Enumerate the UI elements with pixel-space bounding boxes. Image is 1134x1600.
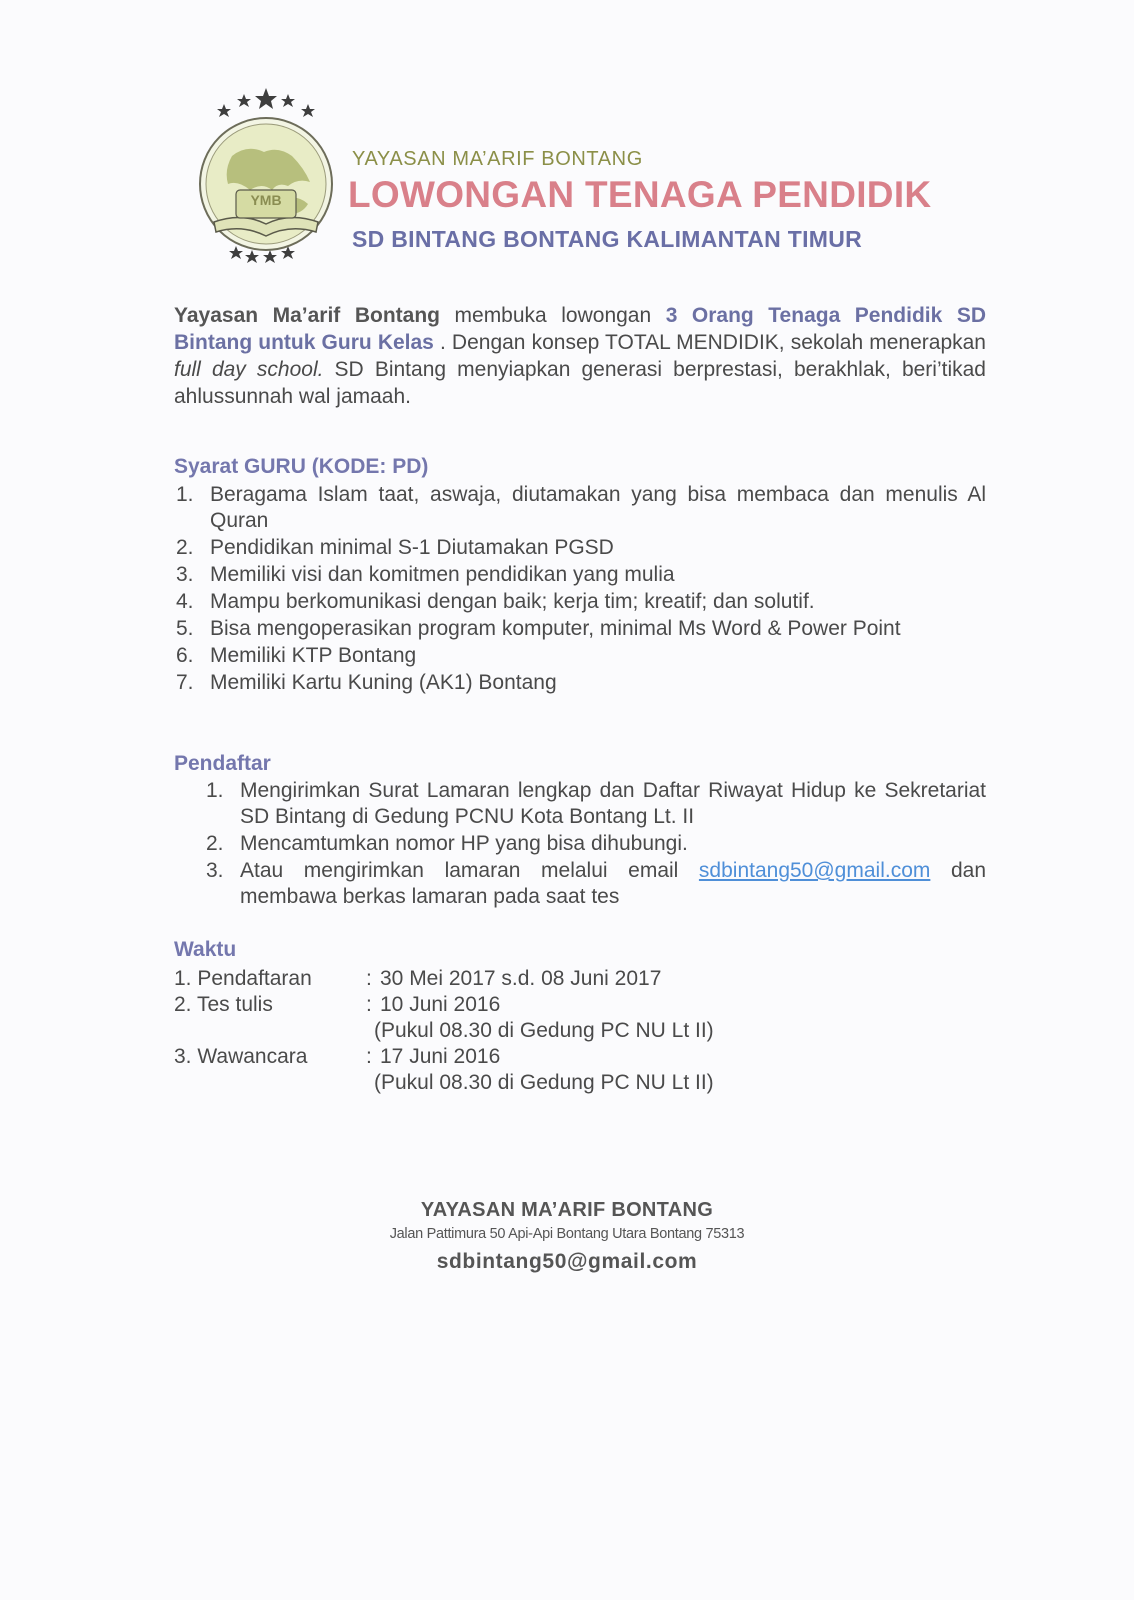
list-item [174,616,986,642]
intro-highlight: 3 Orang Tenaga Pendidik SD Bintang untuk Guru Kelas [174,304,987,354]
intro-text-3: SD Bintang menyiapkan generasi berprestasi, berakhlak, beri’tikad ahlussunnah wal jamaah. [174,358,986,408]
intro-text-1: membuka lowongan [439,304,666,327]
schedule-note: (Pukul 08.30 di Gedung PC NU Lt II) [374,1071,714,1094]
footer-address: Jalan Pattimura 50 Api-Api Bontang Utara Bontang 75313 [389,1226,745,1242]
schedule-note-row [174,1018,934,1044]
list-number: 5. [176,617,194,640]
header-org: YAYASAN MA’ARIF BONTANG [352,148,643,170]
schedule-colon: : [366,967,372,990]
requirement-text: Beragama Islam taat, aswaja, diutamakan yang bisa membaca dan menulis Al Quran [210,483,986,532]
registration-item-3-post: dan membawa berkas lamaran pada saat tes [240,859,986,908]
registration-list [204,778,986,911]
requirement-text: Bisa mengoperasikan program komputer, minimal Ms Word & Power Point [210,617,901,640]
list-number: 2. [206,832,224,855]
schedule-note-row [174,1070,934,1096]
schedule-note: (Pukul 08.30 di Gedung PC NU Lt II) [374,1019,714,1042]
list-item [204,778,986,830]
list-item [174,670,986,696]
schedule-row [174,1044,934,1070]
list-item [174,482,986,534]
list-item [174,562,986,588]
list-number: 3. [176,563,194,586]
requirement-text: Memiliki KTP Bontang [210,644,417,667]
requirement-text: Memiliki visi dan komitmen pendidikan yang mulia [210,563,675,586]
requirements-list [174,482,986,697]
list-number: 6. [176,644,194,667]
schedule-indent [174,1070,374,1096]
schedule-indent [174,1018,374,1044]
registration-item-3 [240,858,986,910]
list-number: 1. [206,779,224,802]
intro-italic: full day school. [174,358,324,381]
list-number: 2. [176,536,194,559]
footer-org: YAYASAN MA’ARIF BONTANG [420,1199,714,1221]
intro-org-name: Yayasan Ma’arif Bontang [174,304,440,327]
footer-email: sdbintang50@gmail.com [436,1250,698,1273]
schedule-row [174,966,934,992]
ymb-logo [192,86,340,274]
intro-text-2: . Dengan konsep TOTAL MENDIDIK, sekolah menerapkan [433,331,986,354]
registration-item-1: Mengirimkan Surat Lamaran lengkap dan Daftar Riwayat Hidup ke Sekretariat SD Bintang di Gedung PCNU Kota Bontang Lt. II [240,779,986,828]
registration-heading: Pendaftar [174,752,271,775]
schedule-value: 30 Mei 2017 s.d. 08 Juni 2017 [380,967,662,990]
list-item [204,858,986,910]
list-item [174,535,986,561]
schedule-value: 17 Juni 2016 [380,1045,501,1068]
schedule-colon: : [366,1045,372,1068]
header-subtitle: SD BINTANG BONTANG KALIMANTAN TIMUR [352,226,863,252]
header-title: LOWONGAN TENAGA PENDIDIK [348,174,932,215]
list-item [174,589,986,615]
schedule-label: 3. Wawancara [174,1045,308,1068]
list-number: 4. [176,590,194,613]
list-number: 3. [206,859,224,882]
requirement-text: Mampu berkomunikasi dengan baik; kerja tim; kreatif; dan solutif. [210,590,815,613]
schedule-value: 10 Juni 2016 [380,993,501,1016]
list-number: 1. [176,483,194,506]
schedule-heading: Waktu [174,938,237,961]
logo-text: YMB [250,192,282,208]
requirements-heading: Syarat GURU (KODE: PD) [174,455,429,478]
list-item [204,831,986,857]
registration-item-2: Mencamtumkan nomor HP yang bisa dihubungi. [240,832,688,855]
schedule-row [174,992,934,1018]
list-number: 7. [176,671,194,694]
intro-paragraph [174,302,986,410]
requirement-text: Memiliki Kartu Kuning (AK1) Bontang [210,671,557,694]
requirement-text: Pendidikan minimal S-1 Diutamakan PGSD [210,536,614,559]
schedule-label: 1. Pendaftaran [174,967,312,990]
registration-email-link[interactable]: sdbintang50@gmail.com [698,859,931,882]
registration-item-3-pre: Atau mengirimkan lamaran melalui email [240,859,699,882]
schedule-label: 2. Tes tulis [174,993,273,1016]
schedule-table [174,966,934,1096]
schedule-colon: : [366,993,372,1016]
list-item [174,643,986,669]
